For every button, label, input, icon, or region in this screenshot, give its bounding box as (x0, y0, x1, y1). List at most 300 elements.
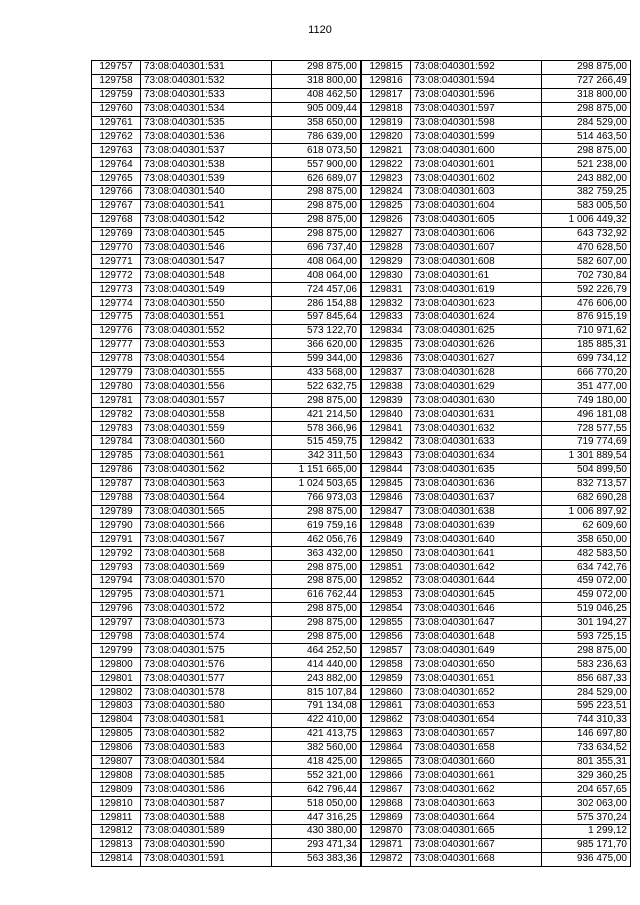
table-row (362, 741, 631, 755)
table-row (362, 547, 631, 561)
record-number-cell: 129770 (92, 241, 141, 255)
record-number-cell: 129783 (92, 422, 141, 436)
table-row (362, 630, 631, 644)
record-number-cell: 129784 (92, 436, 141, 450)
record-number-cell: 129848 (362, 519, 411, 533)
record-number-cell: 129855 (362, 616, 411, 630)
table-row (362, 477, 631, 491)
table-row (92, 547, 361, 561)
value-cell: 318 800,00 (272, 74, 361, 88)
value-cell: 519 046,25 (542, 602, 631, 616)
table-row (362, 713, 631, 727)
value-cell: 301 194,27 (542, 616, 631, 630)
table-row (92, 422, 361, 436)
table-row (92, 852, 361, 866)
record-number-cell: 129813 (92, 838, 141, 852)
record-number-cell: 129807 (92, 755, 141, 769)
value-cell: 430 380,00 (272, 824, 361, 838)
record-number-cell: 129817 (362, 88, 411, 102)
cadastral-number-cell: 73:08:040301:662 (411, 783, 542, 797)
value-cell: 243 882,00 (272, 672, 361, 686)
cadastral-number-cell: 73:08:040301:603 (411, 186, 542, 200)
value-cell: 521 238,00 (542, 158, 631, 172)
record-number-cell: 129850 (362, 547, 411, 561)
value-cell: 696 737,40 (272, 241, 361, 255)
table-row (92, 630, 361, 644)
record-number-cell: 129788 (92, 491, 141, 505)
table-row (362, 61, 631, 75)
value-cell: 298 875,00 (542, 144, 631, 158)
table-row (362, 602, 631, 616)
value-cell: 418 425,00 (272, 755, 361, 769)
value-cell: 298 875,00 (272, 574, 361, 588)
value-cell: 766 973,03 (272, 491, 361, 505)
record-number-cell: 129859 (362, 672, 411, 686)
value-cell: 905 009,44 (272, 102, 361, 116)
value-cell: 985 171,70 (542, 838, 631, 852)
table-row (362, 658, 631, 672)
cadastral-number-cell: 73:08:040301:624 (411, 311, 542, 325)
value-cell: 366 620,00 (272, 338, 361, 352)
value-cell: 733 634,52 (542, 741, 631, 755)
cadastral-number-cell: 73:08:040301:596 (411, 88, 542, 102)
record-number-cell: 129857 (362, 644, 411, 658)
cadastral-number-cell: 73:08:040301:639 (411, 519, 542, 533)
cadastral-number-cell: 73:08:040301:581 (141, 713, 272, 727)
table-row (92, 519, 361, 533)
cadastral-number-cell: 73:08:040301:588 (141, 811, 272, 825)
table-row (362, 213, 631, 227)
value-cell: 459 072,00 (542, 574, 631, 588)
table-row (92, 144, 361, 158)
table-row (362, 797, 631, 811)
cadastral-number-cell: 73:08:040301:570 (141, 574, 272, 588)
value-cell: 284 529,00 (542, 116, 631, 130)
value-cell: 284 529,00 (542, 686, 631, 700)
value-cell: 634 742,76 (542, 561, 631, 575)
cadastral-number-cell: 73:08:040301:583 (141, 741, 272, 755)
record-number-cell: 129769 (92, 227, 141, 241)
record-number-cell: 129799 (92, 644, 141, 658)
record-number-cell: 129793 (92, 561, 141, 575)
value-cell: 552 321,00 (272, 769, 361, 783)
record-number-cell: 129805 (92, 727, 141, 741)
value-cell: 414 440,00 (272, 658, 361, 672)
cadastral-number-cell: 73:08:040301:644 (411, 574, 542, 588)
record-number-cell: 129835 (362, 338, 411, 352)
value-cell: 286 154,88 (272, 297, 361, 311)
cadastral-number-cell: 73:08:040301:568 (141, 547, 272, 561)
cadastral-number-cell: 73:08:040301:536 (141, 130, 272, 144)
record-number-cell: 129772 (92, 269, 141, 283)
value-cell: 433 568,00 (272, 366, 361, 380)
table-row (92, 741, 361, 755)
table-row (92, 616, 361, 630)
cadastral-number-cell: 73:08:040301:642 (411, 561, 542, 575)
table-row (92, 644, 361, 658)
value-cell: 358 650,00 (272, 116, 361, 130)
table-row (92, 491, 361, 505)
value-cell: 578 366,96 (272, 422, 361, 436)
value-cell: 298 875,00 (272, 505, 361, 519)
cadastral-number-cell: 73:08:040301:549 (141, 283, 272, 297)
cadastral-number-cell: 73:08:040301:637 (411, 491, 542, 505)
cadastral-number-cell: 73:08:040301:590 (141, 838, 272, 852)
cadastral-number-cell: 73:08:040301:553 (141, 338, 272, 352)
cadastral-number-cell: 73:08:040301:628 (411, 366, 542, 380)
cadastral-number-cell: 73:08:040301:542 (141, 213, 272, 227)
cadastral-number-cell: 73:08:040301:540 (141, 186, 272, 200)
record-number-cell: 129812 (92, 824, 141, 838)
record-number-cell: 129767 (92, 199, 141, 213)
record-number-cell: 129869 (362, 811, 411, 825)
value-cell: 298 875,00 (272, 213, 361, 227)
record-number-cell: 129826 (362, 213, 411, 227)
value-cell: 801 355,31 (542, 755, 631, 769)
value-cell: 476 606,00 (542, 297, 631, 311)
record-number-cell: 129824 (362, 186, 411, 200)
cadastral-number-cell: 73:08:040301:585 (141, 769, 272, 783)
value-cell: 582 607,00 (542, 255, 631, 269)
table-row (362, 324, 631, 338)
table-row (92, 588, 361, 602)
cadastral-number-cell: 73:08:040301:668 (411, 852, 542, 866)
table-row (92, 755, 361, 769)
value-cell: 408 462,50 (272, 88, 361, 102)
record-number-cell: 129789 (92, 505, 141, 519)
register-table-right (361, 60, 631, 867)
table-row (92, 102, 361, 116)
table-row (362, 186, 631, 200)
value-cell: 298 875,00 (542, 61, 631, 75)
cadastral-number-cell: 73:08:040301:646 (411, 602, 542, 616)
cadastral-number-cell: 73:08:040301:546 (141, 241, 272, 255)
cadastral-number-cell: 73:08:040301:636 (411, 477, 542, 491)
record-number-cell: 129806 (92, 741, 141, 755)
value-cell: 351 477,00 (542, 380, 631, 394)
value-cell: 1 299,12 (542, 824, 631, 838)
value-cell: 496 181,08 (542, 408, 631, 422)
value-cell: 62 609,60 (542, 519, 631, 533)
cadastral-number-cell: 73:08:040301:576 (141, 658, 272, 672)
table-row (362, 255, 631, 269)
value-cell: 699 734,12 (542, 352, 631, 366)
table-row (92, 227, 361, 241)
value-cell: 482 583,50 (542, 547, 631, 561)
cadastral-number-cell: 73:08:040301:577 (141, 672, 272, 686)
table-row (92, 408, 361, 422)
record-number-cell: 129760 (92, 102, 141, 116)
cadastral-number-cell: 73:08:040301:551 (141, 311, 272, 325)
cadastral-number-cell: 73:08:040301:554 (141, 352, 272, 366)
value-cell: 599 344,00 (272, 352, 361, 366)
table-row (362, 88, 631, 102)
record-number-cell: 129842 (362, 436, 411, 450)
record-number-cell: 129839 (362, 394, 411, 408)
table-row (92, 533, 361, 547)
record-number-cell: 129828 (362, 241, 411, 255)
value-cell: 298 875,00 (272, 630, 361, 644)
table-row (92, 283, 361, 297)
record-number-cell: 129763 (92, 144, 141, 158)
register-table-left (91, 60, 361, 867)
value-cell: 329 360,25 (542, 769, 631, 783)
value-cell: 682 690,28 (542, 491, 631, 505)
cadastral-number-cell: 73:08:040301:591 (141, 852, 272, 866)
cadastral-number-cell: 73:08:040301:567 (141, 533, 272, 547)
table-row (362, 824, 631, 838)
record-number-cell: 129758 (92, 74, 141, 88)
record-number-cell: 129858 (362, 658, 411, 672)
value-cell: 382 759,25 (542, 186, 631, 200)
record-number-cell: 129846 (362, 491, 411, 505)
table-row (92, 311, 361, 325)
table-row (362, 158, 631, 172)
cadastral-number-cell: 73:08:040301:651 (411, 672, 542, 686)
cadastral-number-cell: 73:08:040301:592 (411, 61, 542, 75)
cadastral-number-cell: 73:08:040301:558 (141, 408, 272, 422)
value-cell: 728 577,55 (542, 422, 631, 436)
cadastral-number-cell: 73:08:040301:661 (411, 769, 542, 783)
value-cell: 298 875,00 (542, 644, 631, 658)
cadastral-number-cell: 73:08:040301:629 (411, 380, 542, 394)
record-number-cell: 129774 (92, 297, 141, 311)
record-number-cell: 129795 (92, 588, 141, 602)
cadastral-number-cell: 73:08:040301:633 (411, 436, 542, 450)
table-row (92, 838, 361, 852)
cadastral-number-cell: 73:08:040301:640 (411, 533, 542, 547)
record-number-cell: 129867 (362, 783, 411, 797)
value-cell: 298 875,00 (272, 616, 361, 630)
cadastral-number-cell: 73:08:040301:563 (141, 477, 272, 491)
record-number-cell: 129872 (362, 852, 411, 866)
record-number-cell: 129790 (92, 519, 141, 533)
value-cell: 719 774,69 (542, 436, 631, 450)
value-cell: 382 560,00 (272, 741, 361, 755)
record-number-cell: 129775 (92, 311, 141, 325)
record-number-cell: 129777 (92, 338, 141, 352)
cadastral-number-cell: 73:08:040301:539 (141, 172, 272, 186)
table-row (92, 686, 361, 700)
value-cell: 318 800,00 (542, 88, 631, 102)
cadastral-number-cell: 73:08:040301:566 (141, 519, 272, 533)
record-number-cell: 129861 (362, 699, 411, 713)
cadastral-number-cell: 73:08:040301:626 (411, 338, 542, 352)
value-cell: 421 214,50 (272, 408, 361, 422)
table-row (362, 644, 631, 658)
table-row (92, 172, 361, 186)
record-number-cell: 129814 (92, 852, 141, 866)
record-number-cell: 129781 (92, 394, 141, 408)
record-number-cell: 129831 (362, 283, 411, 297)
value-cell: 1 006 897,92 (542, 505, 631, 519)
cadastral-number-cell: 73:08:040301:575 (141, 644, 272, 658)
value-cell: 358 650,00 (542, 533, 631, 547)
value-cell: 298 875,00 (272, 227, 361, 241)
table-row (92, 88, 361, 102)
value-cell: 583 236,63 (542, 658, 631, 672)
cadastral-number-cell: 73:08:040301:573 (141, 616, 272, 630)
table-row (362, 769, 631, 783)
table-row (362, 102, 631, 116)
cadastral-number-cell: 73:08:040301:550 (141, 297, 272, 311)
value-cell: 618 073,50 (272, 144, 361, 158)
cadastral-number-cell: 73:08:040301:649 (411, 644, 542, 658)
cadastral-number-cell: 73:08:040301:589 (141, 824, 272, 838)
page-number: 1120 (308, 24, 332, 36)
value-cell: 832 713,57 (542, 477, 631, 491)
record-number-cell: 129843 (362, 449, 411, 463)
value-cell: 573 122,70 (272, 324, 361, 338)
record-number-cell: 129849 (362, 533, 411, 547)
record-number-cell: 129779 (92, 366, 141, 380)
record-number-cell: 129773 (92, 283, 141, 297)
record-number-cell: 129834 (362, 324, 411, 338)
record-number-cell: 129837 (362, 366, 411, 380)
cadastral-number-cell: 73:08:040301:552 (141, 324, 272, 338)
value-cell: 936 475,00 (542, 852, 631, 866)
cadastral-number-cell: 73:08:040301:569 (141, 561, 272, 575)
record-number-cell: 129864 (362, 741, 411, 755)
table-row (362, 561, 631, 575)
table-row (362, 436, 631, 450)
table-row (92, 255, 361, 269)
value-cell: 204 657,65 (542, 783, 631, 797)
cadastral-number-cell: 73:08:040301:547 (141, 255, 272, 269)
cadastral-number-cell: 73:08:040301:647 (411, 616, 542, 630)
table-row (362, 394, 631, 408)
table-row (362, 338, 631, 352)
value-cell: 298 875,00 (272, 602, 361, 616)
record-number-cell: 129856 (362, 630, 411, 644)
table-row (92, 116, 361, 130)
value-cell: 786 639,00 (272, 130, 361, 144)
record-number-cell: 129829 (362, 255, 411, 269)
record-number-cell: 129808 (92, 769, 141, 783)
value-cell: 575 370,24 (542, 811, 631, 825)
record-number-cell: 129780 (92, 380, 141, 394)
cadastral-number-cell: 73:08:040301:601 (411, 158, 542, 172)
cadastral-number-cell: 73:08:040301:556 (141, 380, 272, 394)
cadastral-number-cell: 73:08:040301:632 (411, 422, 542, 436)
table-row (92, 158, 361, 172)
value-cell: 522 632,75 (272, 380, 361, 394)
cadastral-number-cell: 73:08:040301:657 (411, 727, 542, 741)
cadastral-number-cell: 73:08:040301:562 (141, 463, 272, 477)
table-row (92, 713, 361, 727)
table-row (362, 686, 631, 700)
value-cell: 626 689,07 (272, 172, 361, 186)
record-number-cell: 129803 (92, 699, 141, 713)
value-cell: 557 900,00 (272, 158, 361, 172)
table-row (92, 727, 361, 741)
record-number-cell: 129840 (362, 408, 411, 422)
record-number-cell: 129791 (92, 533, 141, 547)
value-cell: 1 024 503,65 (272, 477, 361, 491)
table-row (92, 783, 361, 797)
value-cell: 597 845,64 (272, 311, 361, 325)
record-number-cell: 129866 (362, 769, 411, 783)
table-row (362, 505, 631, 519)
record-number-cell: 129768 (92, 213, 141, 227)
cadastral-number-cell: 73:08:040301:645 (411, 588, 542, 602)
record-number-cell: 129761 (92, 116, 141, 130)
cadastral-number-cell: 73:08:040301:667 (411, 838, 542, 852)
cadastral-number-cell: 73:08:040301:587 (141, 797, 272, 811)
record-number-cell: 129862 (362, 713, 411, 727)
value-cell: 298 875,00 (272, 394, 361, 408)
value-cell: 243 882,00 (542, 172, 631, 186)
cadastral-number-cell: 73:08:040301:537 (141, 144, 272, 158)
table-row (362, 311, 631, 325)
cadastral-number-cell: 73:08:040301:548 (141, 269, 272, 283)
cadastral-number-cell: 73:08:040301:578 (141, 686, 272, 700)
table-row (92, 352, 361, 366)
table-row (92, 241, 361, 255)
table-row (362, 74, 631, 88)
table-row (362, 533, 631, 547)
cadastral-number-cell: 73:08:040301:604 (411, 199, 542, 213)
table-row (92, 602, 361, 616)
table-row (92, 199, 361, 213)
record-number-cell: 129797 (92, 616, 141, 630)
record-number-cell: 129847 (362, 505, 411, 519)
record-number-cell: 129830 (362, 269, 411, 283)
record-number-cell: 129764 (92, 158, 141, 172)
record-number-cell: 129811 (92, 811, 141, 825)
value-cell: 447 316,25 (272, 811, 361, 825)
cadastral-number-cell: 73:08:040301:619 (411, 283, 542, 297)
value-cell: 592 226,79 (542, 283, 631, 297)
record-number-cell: 129798 (92, 630, 141, 644)
table-row (362, 519, 631, 533)
value-cell: 464 252,50 (272, 644, 361, 658)
table-row (362, 297, 631, 311)
value-cell: 749 180,00 (542, 394, 631, 408)
table-row (92, 380, 361, 394)
cadastral-number-cell: 73:08:040301:602 (411, 172, 542, 186)
record-number-cell: 129792 (92, 547, 141, 561)
table-row (362, 352, 631, 366)
table-row (362, 811, 631, 825)
record-number-cell: 129819 (362, 116, 411, 130)
value-cell: 815 107,84 (272, 686, 361, 700)
value-cell: 791 134,08 (272, 699, 361, 713)
cadastral-number-cell: 73:08:040301:572 (141, 602, 272, 616)
cadastral-number-cell: 73:08:040301:545 (141, 227, 272, 241)
value-cell: 363 432,00 (272, 547, 361, 561)
cadastral-number-cell: 73:08:040301:534 (141, 102, 272, 116)
cadastral-number-cell: 73:08:040301:599 (411, 130, 542, 144)
cadastral-number-cell: 73:08:040301:586 (141, 783, 272, 797)
value-cell: 1 151 665,00 (272, 463, 361, 477)
cadastral-number-cell: 73:08:040301:654 (411, 713, 542, 727)
table-row (92, 436, 361, 450)
record-number-cell: 129832 (362, 297, 411, 311)
record-number-cell: 129825 (362, 199, 411, 213)
value-cell: 504 899,50 (542, 463, 631, 477)
cadastral-number-cell: 73:08:040301:532 (141, 74, 272, 88)
value-cell: 1 301 889,54 (542, 449, 631, 463)
record-number-cell: 129860 (362, 686, 411, 700)
value-cell: 408 064,00 (272, 269, 361, 283)
record-number-cell: 129759 (92, 88, 141, 102)
cadastral-number-cell: 73:08:040301:531 (141, 61, 272, 75)
table-row (362, 727, 631, 741)
table-row (92, 366, 361, 380)
table-row (92, 769, 361, 783)
value-cell: 185 885,31 (542, 338, 631, 352)
